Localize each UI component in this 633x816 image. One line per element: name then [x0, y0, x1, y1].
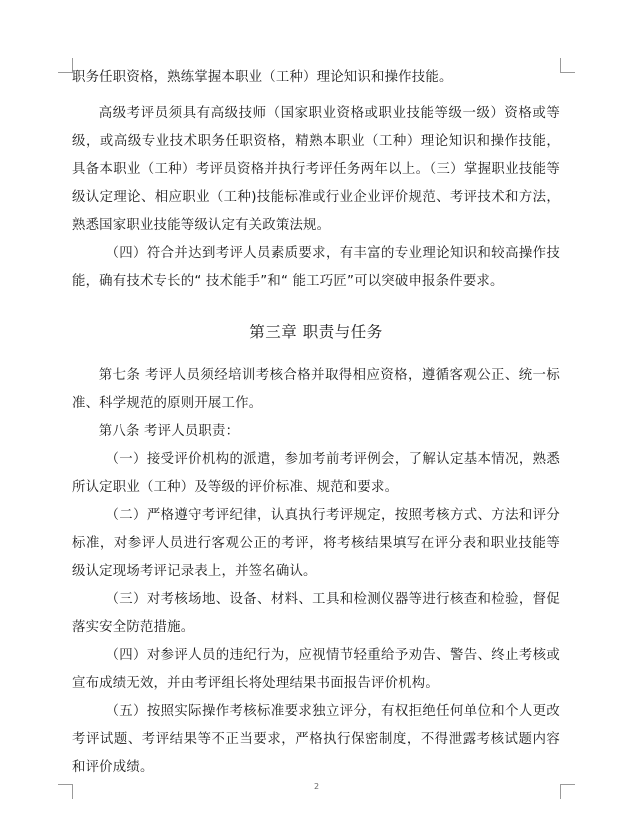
paragraph-senior-examiner: 高级考评员须具有高级技师（国家职业资格或职业技能等级一级）资格或等级，或高级专业技术职务任职资格，精熟本职业（工种）理论知识和操作技能，具备本职业（工种）考评员资格并执行考评任务两年以上。（三）掌握职业技能等级认定理论、相应职业（工种)技能标准或行业企业评价规范、考评技术和方法，熟悉国家职业技能等级认定有关政策法规。	[72, 106, 560, 233]
duty-item-2: （二）严格遵守考评纪律，认真执行考评规定，按照考核方式、方法和评分标准，对参评人员进行客观公正的考评，将考核结果填写在评分表和职业技能等级认定现场考评记录表上，并签名确认。	[72, 508, 560, 579]
paragraph-continuation: 职务任职资格，熟练掌握本职业（工种）理论知识和操作技能。	[72, 70, 453, 85]
crop-mark-top-right	[560, 58, 575, 73]
page-number: 2	[313, 782, 320, 791]
duty-item-5: （五）按照实际操作考核标准要求独立评分，有权拒绝任何单位和个人更改考评试题、考评结果等不正当要求，严格执行保密制度，不得泄露考核试题内容和评价成绩。	[72, 704, 560, 775]
paragraph-item-four: （四）符合并达到考评人员素质要求，有丰富的专业理论知识和较高操作技能，确有技术专长的“ 技术能手”和“ 能工巧匠”可以突破申报条件要求。	[72, 246, 560, 289]
chapter-title: 第三章 职责与任务	[249, 323, 383, 341]
document-body	[72, 64, 560, 782]
duty-item-4: （四）对参评人员的违纪行为，应视情节轻重给予劝告、警告、终止考核或宣布成绩无效，并由考评组长将处理结果书面报告评价机构。	[72, 648, 560, 691]
duty-item-1: （一）接受评价机构的派遣，参加考前考评例会，了解认定基本情况，熟悉所认定职业（工种）及等级的评价标准、规范和要求。	[72, 452, 560, 495]
article-seven: 第七条 考评人员须经培训考核合格并取得相应资格，遵循客观公正、统一标准、科学规范的原则开展工作。	[72, 368, 560, 411]
duty-item-3: （三）对考核场地、设备、材料、工具和检测仪器等进行核查和检验，督促落实安全防范措施。	[72, 592, 560, 635]
article-eight: 第八条 考评人员职责：	[98, 424, 240, 439]
crop-mark-top-left	[58, 58, 73, 73]
